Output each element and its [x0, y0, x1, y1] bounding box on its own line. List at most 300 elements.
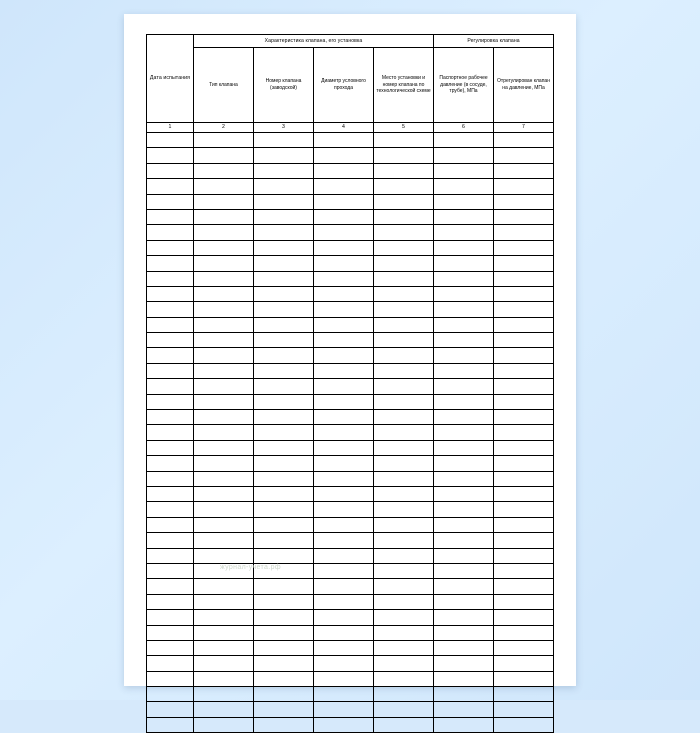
table-cell[interactable]	[374, 625, 434, 640]
table-cell[interactable]	[254, 194, 314, 209]
table-cell[interactable]	[494, 456, 554, 471]
table-cell[interactable]	[314, 410, 374, 425]
table-row[interactable]	[147, 533, 554, 548]
table-cell[interactable]	[494, 317, 554, 332]
table-cell[interactable]	[314, 363, 374, 378]
table-row[interactable]	[147, 717, 554, 732]
table-cell[interactable]	[314, 533, 374, 548]
table-cell[interactable]	[194, 333, 254, 348]
table-row[interactable]	[147, 286, 554, 301]
table-cell[interactable]	[374, 379, 434, 394]
table-row[interactable]	[147, 133, 554, 148]
table-cell[interactable]	[254, 610, 314, 625]
table-cell[interactable]	[194, 640, 254, 655]
table-cell[interactable]	[434, 610, 494, 625]
table-cell[interactable]	[434, 302, 494, 317]
table-cell[interactable]	[494, 579, 554, 594]
table-cell[interactable]	[374, 517, 434, 532]
table-cell[interactable]	[194, 471, 254, 486]
table-cell[interactable]	[194, 671, 254, 686]
table-row[interactable]	[147, 579, 554, 594]
table-cell[interactable]	[494, 625, 554, 640]
table-cell[interactable]	[147, 486, 194, 501]
table-cell[interactable]	[254, 302, 314, 317]
table-cell[interactable]	[434, 133, 494, 148]
table-cell[interactable]	[194, 302, 254, 317]
table-cell[interactable]	[434, 702, 494, 717]
table-cell[interactable]	[254, 317, 314, 332]
table-cell[interactable]	[254, 271, 314, 286]
table-row[interactable]	[147, 209, 554, 224]
table-cell[interactable]	[494, 717, 554, 732]
table-cell[interactable]	[254, 656, 314, 671]
table-cell[interactable]	[147, 225, 194, 240]
table-cell[interactable]	[254, 333, 314, 348]
table-cell[interactable]	[254, 225, 314, 240]
table-cell[interactable]	[254, 348, 314, 363]
table-row[interactable]	[147, 333, 554, 348]
table-cell[interactable]	[194, 225, 254, 240]
table-cell[interactable]	[147, 656, 194, 671]
table-cell[interactable]	[494, 440, 554, 455]
table-cell[interactable]	[194, 179, 254, 194]
table-row[interactable]	[147, 640, 554, 655]
table-cell[interactable]	[147, 456, 194, 471]
table-cell[interactable]	[314, 548, 374, 563]
table-cell[interactable]	[374, 394, 434, 409]
table-cell[interactable]	[194, 502, 254, 517]
table-cell[interactable]	[254, 471, 314, 486]
table-row[interactable]	[147, 163, 554, 178]
table-cell[interactable]	[194, 194, 254, 209]
table-cell[interactable]	[374, 486, 434, 501]
table-cell[interactable]	[194, 256, 254, 271]
table-cell[interactable]	[434, 486, 494, 501]
table-row[interactable]	[147, 671, 554, 686]
table-cell[interactable]	[194, 394, 254, 409]
table-cell[interactable]	[194, 533, 254, 548]
table-cell[interactable]	[254, 148, 314, 163]
table-cell[interactable]	[494, 163, 554, 178]
table-cell[interactable]	[374, 579, 434, 594]
table-cell[interactable]	[254, 671, 314, 686]
table-cell[interactable]	[147, 209, 194, 224]
table-cell[interactable]	[147, 194, 194, 209]
table-row[interactable]	[147, 702, 554, 717]
table-cell[interactable]	[194, 625, 254, 640]
table-cell[interactable]	[434, 517, 494, 532]
table-row[interactable]	[147, 502, 554, 517]
table-cell[interactable]	[434, 640, 494, 655]
table-cell[interactable]	[194, 486, 254, 501]
table-cell[interactable]	[314, 456, 374, 471]
table-cell[interactable]	[254, 717, 314, 732]
table-cell[interactable]	[434, 363, 494, 378]
table-cell[interactable]	[314, 333, 374, 348]
table-cell[interactable]	[194, 517, 254, 532]
table-cell[interactable]	[374, 194, 434, 209]
table-cell[interactable]	[147, 702, 194, 717]
table-cell[interactable]	[194, 363, 254, 378]
table-cell[interactable]	[494, 179, 554, 194]
table-cell[interactable]	[314, 286, 374, 301]
table-cell[interactable]	[314, 194, 374, 209]
table-cell[interactable]	[434, 579, 494, 594]
table-cell[interactable]	[314, 240, 374, 255]
table-cell[interactable]	[314, 148, 374, 163]
table-row[interactable]	[147, 256, 554, 271]
table-row[interactable]	[147, 440, 554, 455]
table-cell[interactable]	[194, 425, 254, 440]
table-row[interactable]	[147, 225, 554, 240]
table-cell[interactable]	[374, 594, 434, 609]
table-cell[interactable]	[254, 517, 314, 532]
table-cell[interactable]	[194, 348, 254, 363]
table-cell[interactable]	[494, 271, 554, 286]
table-cell[interactable]	[434, 286, 494, 301]
table-row[interactable]	[147, 456, 554, 471]
table-row[interactable]	[147, 471, 554, 486]
table-cell[interactable]	[314, 594, 374, 609]
table-cell[interactable]	[434, 671, 494, 686]
table-row[interactable]	[147, 625, 554, 640]
table-cell[interactable]	[314, 625, 374, 640]
table-cell[interactable]	[494, 333, 554, 348]
table-cell[interactable]	[434, 717, 494, 732]
table-cell[interactable]	[494, 348, 554, 363]
table-row[interactable]	[147, 594, 554, 609]
table-cell[interactable]	[434, 502, 494, 517]
table-cell[interactable]	[374, 225, 434, 240]
table-cell[interactable]	[494, 533, 554, 548]
table-cell[interactable]	[494, 425, 554, 440]
table-cell[interactable]	[434, 394, 494, 409]
table-row[interactable]	[147, 517, 554, 532]
table-cell[interactable]	[434, 163, 494, 178]
table-cell[interactable]	[314, 640, 374, 655]
table-cell[interactable]	[434, 563, 494, 578]
table-cell[interactable]	[147, 179, 194, 194]
table-cell[interactable]	[374, 717, 434, 732]
table-cell[interactable]	[314, 656, 374, 671]
table-row[interactable]	[147, 317, 554, 332]
table-cell[interactable]	[147, 394, 194, 409]
table-cell[interactable]	[314, 209, 374, 224]
table-cell[interactable]	[194, 133, 254, 148]
table-cell[interactable]	[194, 148, 254, 163]
table-cell[interactable]	[374, 133, 434, 148]
table-cell[interactable]	[147, 317, 194, 332]
table-cell[interactable]	[374, 148, 434, 163]
table-cell[interactable]	[494, 517, 554, 532]
table-cell[interactable]	[374, 363, 434, 378]
table-cell[interactable]	[147, 517, 194, 532]
table-cell[interactable]	[147, 548, 194, 563]
table-cell[interactable]	[374, 533, 434, 548]
table-cell[interactable]	[434, 317, 494, 332]
table-cell[interactable]	[434, 548, 494, 563]
table-cell[interactable]	[254, 502, 314, 517]
table-row[interactable]	[147, 656, 554, 671]
table-cell[interactable]	[434, 333, 494, 348]
table-cell[interactable]	[254, 425, 314, 440]
table-cell[interactable]	[254, 702, 314, 717]
table-cell[interactable]	[434, 271, 494, 286]
table-cell[interactable]	[434, 194, 494, 209]
table-cell[interactable]	[374, 179, 434, 194]
table-cell[interactable]	[314, 471, 374, 486]
table-cell[interactable]	[314, 379, 374, 394]
table-cell[interactable]	[194, 271, 254, 286]
table-cell[interactable]	[194, 240, 254, 255]
table-cell[interactable]	[374, 548, 434, 563]
table-cell[interactable]	[494, 594, 554, 609]
table-cell[interactable]	[314, 317, 374, 332]
table-cell[interactable]	[494, 194, 554, 209]
table-cell[interactable]	[374, 471, 434, 486]
table-row[interactable]	[147, 410, 554, 425]
table-cell[interactable]	[374, 425, 434, 440]
table-cell[interactable]	[374, 502, 434, 517]
table-cell[interactable]	[254, 533, 314, 548]
table-cell[interactable]	[194, 579, 254, 594]
table-cell[interactable]	[374, 333, 434, 348]
table-cell[interactable]	[194, 548, 254, 563]
table-cell[interactable]	[147, 256, 194, 271]
table-cell[interactable]	[254, 594, 314, 609]
table-cell[interactable]	[434, 240, 494, 255]
table-cell[interactable]	[314, 133, 374, 148]
table-cell[interactable]	[147, 363, 194, 378]
table-cell[interactable]	[147, 579, 194, 594]
table-cell[interactable]	[314, 256, 374, 271]
table-cell[interactable]	[147, 471, 194, 486]
table-row[interactable]	[147, 394, 554, 409]
table-cell[interactable]	[314, 517, 374, 532]
table-cell[interactable]	[374, 656, 434, 671]
table-row[interactable]	[147, 425, 554, 440]
table-cell[interactable]	[147, 610, 194, 625]
table-cell[interactable]	[374, 348, 434, 363]
table-cell[interactable]	[494, 379, 554, 394]
table-cell[interactable]	[374, 209, 434, 224]
table-cell[interactable]	[254, 456, 314, 471]
table-cell[interactable]	[254, 363, 314, 378]
table-cell[interactable]	[494, 148, 554, 163]
table-cell[interactable]	[434, 456, 494, 471]
table-cell[interactable]	[314, 486, 374, 501]
table-cell[interactable]	[434, 348, 494, 363]
table-cell[interactable]	[374, 456, 434, 471]
table-cell[interactable]	[147, 410, 194, 425]
table-cell[interactable]	[194, 209, 254, 224]
table-cell[interactable]	[314, 394, 374, 409]
table-cell[interactable]	[314, 671, 374, 686]
table-cell[interactable]	[147, 271, 194, 286]
table-cell[interactable]	[494, 486, 554, 501]
table-row[interactable]	[147, 302, 554, 317]
table-cell[interactable]	[147, 286, 194, 301]
table-row[interactable]	[147, 348, 554, 363]
table-cell[interactable]	[434, 148, 494, 163]
table-cell[interactable]	[147, 379, 194, 394]
table-row[interactable]	[147, 148, 554, 163]
table-cell[interactable]	[254, 548, 314, 563]
table-cell[interactable]	[494, 640, 554, 655]
table-cell[interactable]	[494, 363, 554, 378]
table-cell[interactable]	[374, 271, 434, 286]
table-cell[interactable]	[147, 717, 194, 732]
table-cell[interactable]	[147, 425, 194, 440]
table-cell[interactable]	[374, 240, 434, 255]
table-cell[interactable]	[194, 594, 254, 609]
table-cell[interactable]	[194, 456, 254, 471]
table-cell[interactable]	[494, 502, 554, 517]
table-cell[interactable]	[147, 333, 194, 348]
table-cell[interactable]	[494, 209, 554, 224]
table-cell[interactable]	[254, 640, 314, 655]
table-row[interactable]	[147, 548, 554, 563]
table-cell[interactable]	[494, 563, 554, 578]
table-cell[interactable]	[374, 256, 434, 271]
table-cell[interactable]	[314, 302, 374, 317]
table-cell[interactable]	[314, 717, 374, 732]
table-cell[interactable]	[434, 594, 494, 609]
table-cell[interactable]	[374, 440, 434, 455]
table-cell[interactable]	[374, 286, 434, 301]
table-cell[interactable]	[374, 702, 434, 717]
table-cell[interactable]	[147, 348, 194, 363]
table-cell[interactable]	[434, 440, 494, 455]
table-cell[interactable]	[254, 179, 314, 194]
table-cell[interactable]	[374, 563, 434, 578]
table-cell[interactable]	[194, 702, 254, 717]
table-cell[interactable]	[194, 563, 254, 578]
table-cell[interactable]	[314, 702, 374, 717]
table-cell[interactable]	[147, 148, 194, 163]
table-cell[interactable]	[374, 640, 434, 655]
table-cell[interactable]	[254, 440, 314, 455]
table-cell[interactable]	[254, 379, 314, 394]
table-cell[interactable]	[494, 225, 554, 240]
table-cell[interactable]	[147, 240, 194, 255]
table-cell[interactable]	[254, 579, 314, 594]
table-cell[interactable]	[147, 533, 194, 548]
table-row[interactable]	[147, 610, 554, 625]
table-cell[interactable]	[494, 548, 554, 563]
table-cell[interactable]	[494, 240, 554, 255]
table-cell[interactable]	[494, 256, 554, 271]
table-cell[interactable]	[254, 163, 314, 178]
table-cell[interactable]	[434, 533, 494, 548]
table-cell[interactable]	[494, 656, 554, 671]
table-row[interactable]	[147, 271, 554, 286]
table-cell[interactable]	[314, 348, 374, 363]
table-cell[interactable]	[494, 394, 554, 409]
table-cell[interactable]	[494, 471, 554, 486]
table-cell[interactable]	[434, 410, 494, 425]
table-cell[interactable]	[147, 594, 194, 609]
table-cell[interactable]	[254, 240, 314, 255]
table-row[interactable]	[147, 240, 554, 255]
table-cell[interactable]	[374, 410, 434, 425]
table-row[interactable]	[147, 486, 554, 501]
table-cell[interactable]	[194, 610, 254, 625]
table-cell[interactable]	[494, 610, 554, 625]
table-cell[interactable]	[147, 440, 194, 455]
table-cell[interactable]	[194, 163, 254, 178]
table-cell[interactable]	[434, 656, 494, 671]
table-cell[interactable]	[494, 410, 554, 425]
table-row[interactable]	[147, 194, 554, 209]
table-cell[interactable]	[254, 394, 314, 409]
table-cell[interactable]	[254, 486, 314, 501]
table-cell[interactable]	[494, 702, 554, 717]
table-cell[interactable]	[147, 163, 194, 178]
table-cell[interactable]	[194, 410, 254, 425]
table-cell[interactable]	[314, 179, 374, 194]
table-cell[interactable]	[374, 317, 434, 332]
table-cell[interactable]	[494, 286, 554, 301]
table-cell[interactable]	[147, 640, 194, 655]
table-cell[interactable]	[147, 671, 194, 686]
table-cell[interactable]	[494, 671, 554, 686]
table-row[interactable]	[147, 379, 554, 394]
table-cell[interactable]	[374, 163, 434, 178]
table-row[interactable]	[147, 363, 554, 378]
table-cell[interactable]	[434, 179, 494, 194]
table-cell[interactable]	[314, 163, 374, 178]
table-cell[interactable]	[254, 256, 314, 271]
table-cell[interactable]	[254, 133, 314, 148]
table-cell[interactable]	[434, 471, 494, 486]
table-cell[interactable]	[374, 671, 434, 686]
table-cell[interactable]	[194, 717, 254, 732]
table-cell[interactable]	[147, 625, 194, 640]
table-cell[interactable]	[494, 302, 554, 317]
table-row[interactable]	[147, 563, 554, 578]
table-cell[interactable]	[314, 563, 374, 578]
table-cell[interactable]	[314, 579, 374, 594]
table-cell[interactable]	[434, 225, 494, 240]
table-cell[interactable]	[434, 625, 494, 640]
table-cell[interactable]	[314, 502, 374, 517]
table-cell[interactable]	[374, 610, 434, 625]
table-cell[interactable]	[194, 379, 254, 394]
table-cell[interactable]	[314, 610, 374, 625]
table-cell[interactable]	[494, 133, 554, 148]
table-cell[interactable]	[434, 209, 494, 224]
table-cell[interactable]	[254, 410, 314, 425]
table-cell[interactable]	[314, 225, 374, 240]
table-cell[interactable]	[147, 302, 194, 317]
table-cell[interactable]	[314, 271, 374, 286]
table-cell[interactable]	[434, 256, 494, 271]
table-row[interactable]	[147, 179, 554, 194]
table-cell[interactable]	[147, 133, 194, 148]
table-cell[interactable]	[314, 440, 374, 455]
table-cell[interactable]	[374, 302, 434, 317]
table-cell[interactable]	[147, 563, 194, 578]
table-cell[interactable]	[194, 440, 254, 455]
table-cell[interactable]	[254, 286, 314, 301]
table-cell[interactable]	[147, 502, 194, 517]
table-cell[interactable]	[434, 379, 494, 394]
table-cell[interactable]	[254, 209, 314, 224]
table-cell[interactable]	[434, 425, 494, 440]
table-cell[interactable]	[314, 425, 374, 440]
table-cell[interactable]	[254, 625, 314, 640]
